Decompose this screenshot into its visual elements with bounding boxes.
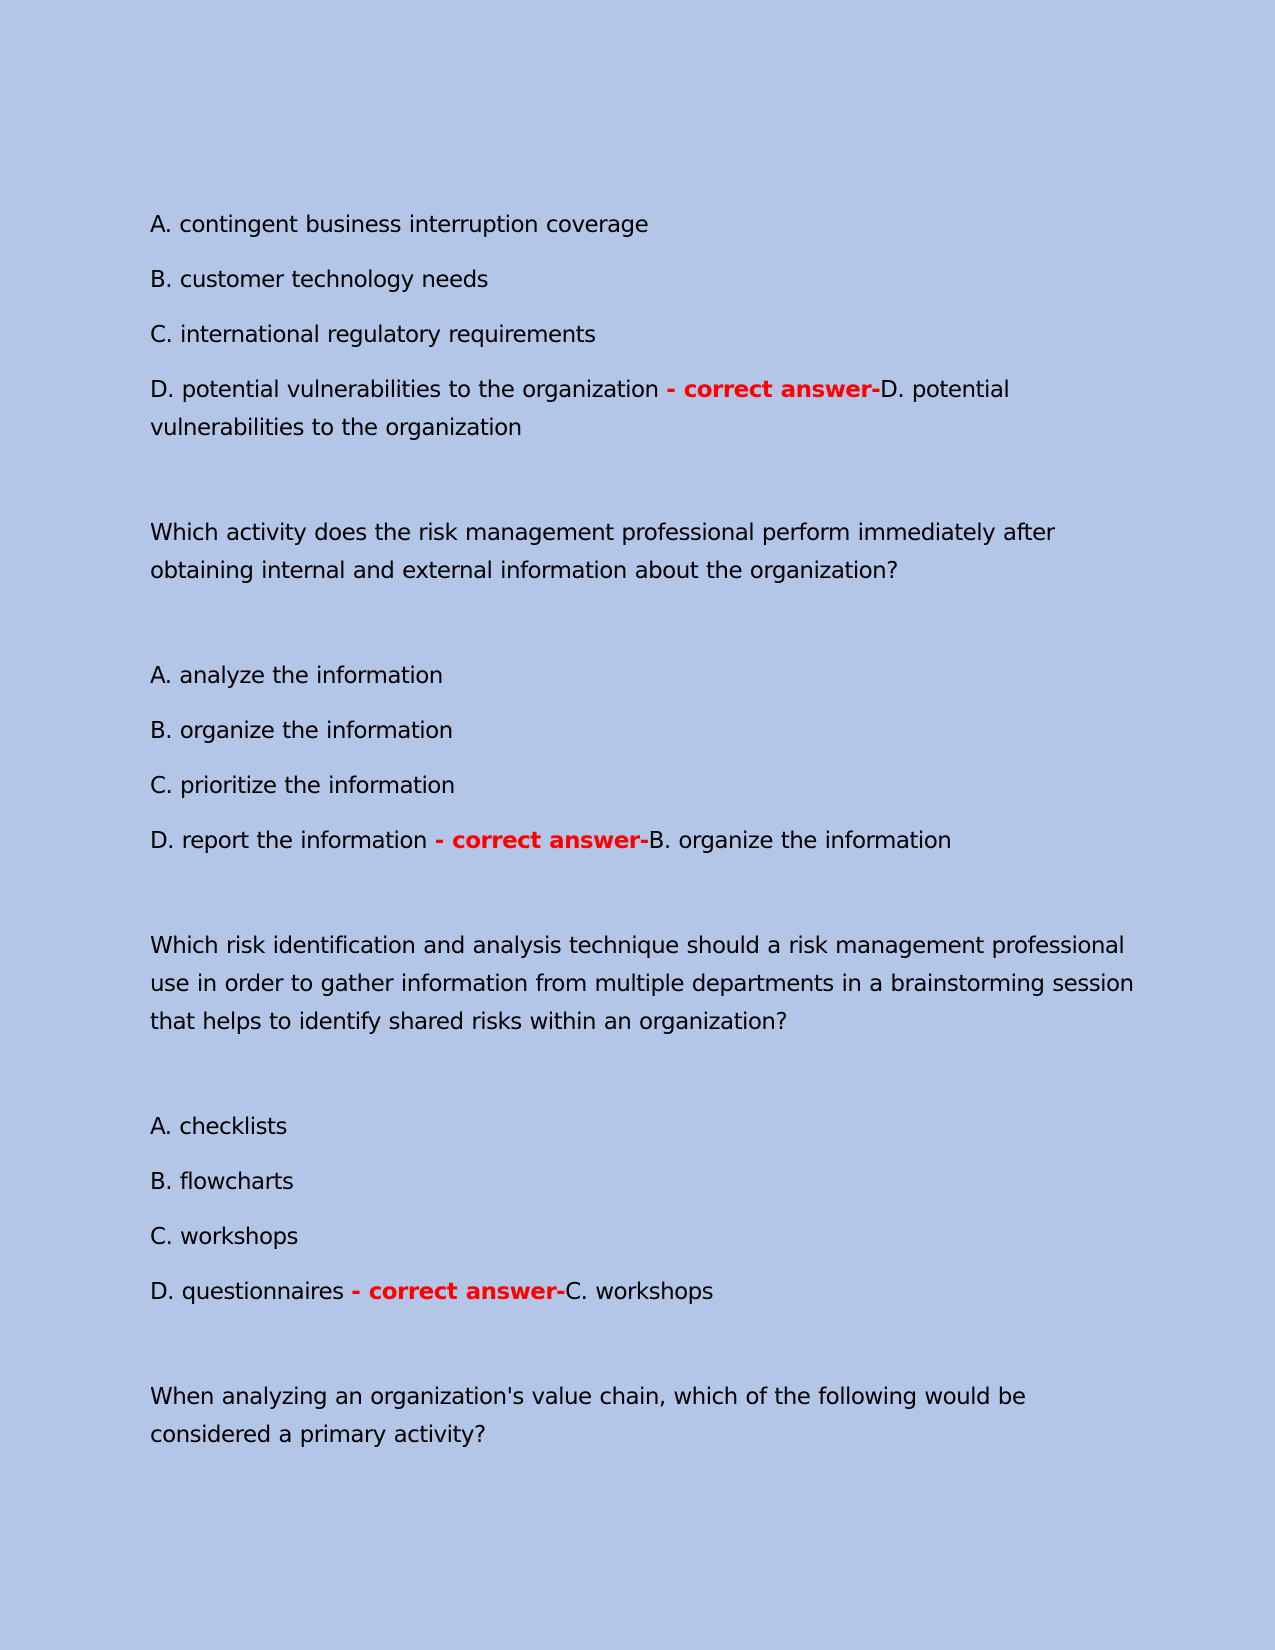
- option-b: B. flowcharts: [150, 1169, 294, 1195]
- option-d: D. report the information: [150, 828, 427, 854]
- option-c: C. workshops: [150, 1224, 298, 1250]
- question-text: Which activity does the risk management professional perform immediately after obtaining internal and external information about the organization?: [150, 520, 1055, 584]
- option-d-with-answer: [150, 822, 1140, 860]
- option-d: D. questionnaires: [150, 1279, 344, 1305]
- question-block-4: [150, 1378, 1140, 1454]
- correct-answer-marker: - correct answer-: [666, 377, 881, 403]
- answer-text: D. potential vulnerabilities to the organization: [150, 377, 1010, 441]
- question-block-3: [150, 927, 1140, 1311]
- option-c: C. prioritize the information: [150, 773, 455, 799]
- option-c: C. international regulatory requirements: [150, 322, 596, 348]
- answer-text: B. organize the information: [648, 828, 952, 854]
- option-a: A. analyze the information: [150, 663, 443, 689]
- option-d-with-answer: [150, 1273, 1140, 1311]
- correct-answer-marker: - correct answer-: [351, 1279, 566, 1305]
- option-d: D. potential vulnerabilities to the organization: [150, 377, 659, 403]
- question-text: When analyzing an organization's value chain, which of the following would be considered a primary activity?: [150, 1384, 1026, 1448]
- option-d-with-answer: [150, 371, 1140, 447]
- document-page: [150, 206, 1140, 1454]
- question-block-2: [150, 514, 1140, 860]
- answer-text: C. workshops: [565, 1279, 714, 1305]
- option-b: B. organize the information: [150, 718, 453, 744]
- correct-answer-marker: - correct answer-: [434, 828, 649, 854]
- option-b: B. customer technology needs: [150, 267, 489, 293]
- question-block-1: [150, 206, 1140, 447]
- option-a: A. contingent business interruption coverage: [150, 212, 649, 238]
- option-a: A. checklists: [150, 1114, 287, 1140]
- question-text: Which risk identification and analysis technique should a risk management professional use in order to gather information from multiple departments in a brainstorming session that helps to identify shared risks within an organization?: [150, 933, 1134, 1035]
